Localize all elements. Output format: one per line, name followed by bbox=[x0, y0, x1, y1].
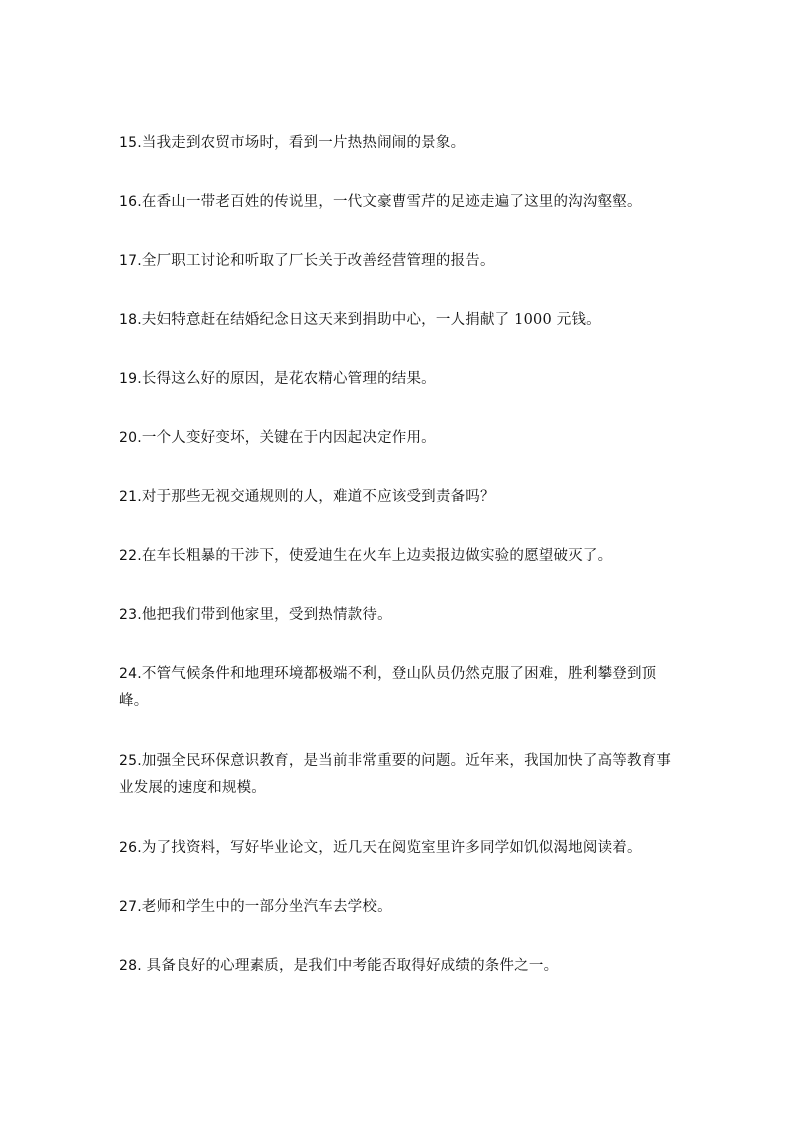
item-number: 17. bbox=[119, 253, 142, 269]
sentence-26 bbox=[119, 835, 679, 862]
sentence-19 bbox=[119, 366, 679, 393]
sentence-23 bbox=[119, 602, 679, 629]
item-number: 27. bbox=[119, 899, 142, 915]
item-number: 28. bbox=[119, 958, 142, 974]
sentence-18 bbox=[119, 307, 679, 334]
item-number: 15. bbox=[119, 135, 142, 151]
item-text: 在香山一带老百姓的传说里，一代文豪曹雪芹的足迹走遍了这里的沟沟壑壑。 bbox=[141, 194, 642, 210]
sentence-22 bbox=[119, 543, 679, 570]
item-text: 一个人变好变坏，关键在于内因起决定作用。 bbox=[141, 430, 436, 446]
item-text: 具备良好的心理素质，是我们中考能否取得好成绩的条件之一。 bbox=[141, 958, 559, 974]
item-text: 全厂职工讨论和听取了厂长关于改善经营管理的报告。 bbox=[141, 253, 495, 269]
item-text: 长得这么好的原因，是花农精心管理的结果。 bbox=[141, 371, 436, 387]
sentence-16 bbox=[119, 189, 679, 216]
item-number: 25. bbox=[119, 753, 142, 769]
item-number: 16. bbox=[119, 194, 142, 210]
sentence-25 bbox=[119, 748, 679, 802]
item-text: 为了找资料，写好毕业论文，近几天在阅览室里许多同学如饥似渴地阅读着。 bbox=[141, 840, 642, 856]
sentence-15 bbox=[119, 130, 679, 157]
item-text: 他把我们带到他家里，受到热情款待。 bbox=[141, 607, 392, 623]
item-number: 22. bbox=[119, 548, 142, 564]
sentence-24 bbox=[119, 661, 679, 715]
sentence-27 bbox=[119, 894, 679, 921]
item-text: 在车长粗暴的干涉下，使爱迪生在火车上边卖报边做实验的愿望破灭了。 bbox=[141, 548, 613, 564]
item-text: 加强全民环保意识教育，是当前非常重要的问题。近年来，我国加快了高等教育事业发展的速度和规模。 bbox=[119, 753, 672, 796]
item-text: 不管气候条件和地理环境都极端不利，登山队员仍然克服了困难，胜利攀登到顶峰。 bbox=[119, 666, 657, 709]
item-number: 26. bbox=[119, 840, 142, 856]
sentence-17 bbox=[119, 248, 679, 275]
item-number: 21. bbox=[119, 489, 142, 505]
item-number: 18. bbox=[119, 312, 142, 328]
item-number: 24. bbox=[119, 666, 142, 682]
item-text: 夫妇特意赶在结婚纪念日这天来到捐助中心，一人捐献了 1000 元钱。 bbox=[141, 312, 601, 328]
item-text: 对于那些无视交通规则的人，难道不应该受到责备吗？ bbox=[141, 489, 495, 505]
item-number: 19. bbox=[119, 371, 142, 387]
item-number: 20. bbox=[119, 430, 142, 446]
item-number: 23. bbox=[119, 607, 142, 623]
sentence-21 bbox=[119, 484, 679, 511]
sentence-28 bbox=[119, 953, 679, 980]
item-text: 当我走到农贸市场时，看到一片热热闹闹的景象。 bbox=[141, 135, 466, 151]
sentence-20 bbox=[119, 425, 679, 452]
item-text: 老师和学生中的一部分坐汽车去学校。 bbox=[141, 899, 392, 915]
